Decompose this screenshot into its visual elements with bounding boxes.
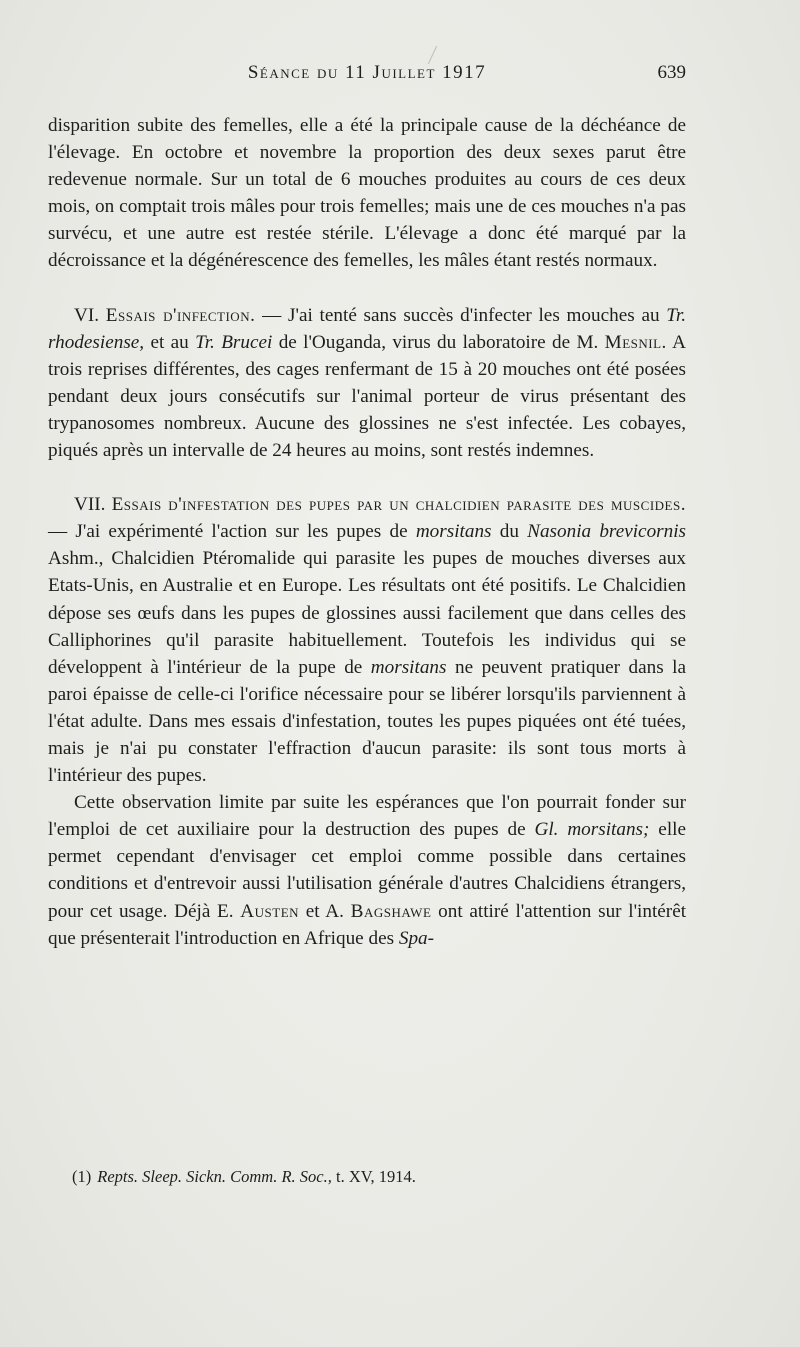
section-vi xyxy=(48,302,686,465)
observation-text-1: Cette observation limite par suite les espérances que l'on pourrait fonder sur l'emploi de cet auxiliaire pour la destruction des pupes de xyxy=(48,792,686,841)
section-vii-text-3: Ashm., Chalcidien Ptéromalide qui parasite les pupes de mouches diverses aux Etats-Unis, en Australie et en Europe. Les résultats ont été positifs. Le Chalcidien dépose ses œufs dans les pupes de glossines aussi facilement que dans celles des Calliphorines qu'il parasite habituellement. Toutefois les individus qui se développent à l'intérieur de la pupe de xyxy=(48,548,686,678)
section-vi-text-3: de l'Ouganda, virus du laboratoire de M. xyxy=(278,331,599,353)
section-vii-number: VII. xyxy=(74,494,106,516)
section-vii-text-2: du xyxy=(499,521,519,543)
species-nasonia: Nasonia brevicornis xyxy=(527,521,687,543)
species-morsitans-2: morsitans xyxy=(370,656,447,678)
section-vi-title: Essais d'infection. xyxy=(105,304,256,326)
section-vi-dash: — xyxy=(262,304,282,326)
footnote-reference: Repts. Sleep. Sickn. Comm. R. Soc., xyxy=(97,1167,332,1186)
running-title: Séance du 11 Juillet 1917 xyxy=(247,62,487,83)
species-rhodesiense: Tr. rhodesiense, xyxy=(48,304,687,353)
genus-spa-hyphenated: Spa- xyxy=(398,927,435,949)
section-vii xyxy=(48,491,686,789)
species-gl-morsitans: Gl. morsitans; xyxy=(534,819,650,841)
paragraph-observation xyxy=(48,789,686,952)
observation-text-2: elle permet cependant d'envisager cet emploi comme possible dans certaines conditions et d'entrevoir aussi l'utilisation générale d'autres Chalcidiens étrangers, pour cet usage. Déjà E. xyxy=(48,819,686,922)
observation-text-4: ont attiré l'attention sur l'intérêt que présenterait l'introduction en Afrique des xyxy=(48,900,687,949)
section-vi-text-1: J'ai tenté sans succès d'infecter les mouches au xyxy=(288,304,660,326)
section-vii-dash: — xyxy=(48,521,68,543)
page-number: 639 xyxy=(657,62,686,83)
footnote-volume: t. XV, 1914. xyxy=(335,1167,416,1186)
section-vi-number: VI. xyxy=(74,304,100,326)
section-vi-text-4: A trois reprises différentes, des cages renfermant de 15 à 20 mouches ont été posées pendant deux jours consécutifs sur l'animal porteur de virus présentant des trypanosomes nombreux. Aucune des glossines ne s'est infectée. Les cobayes, piqués après un intervalle de 24 heures au moins, sont restés indemnes. xyxy=(48,331,686,462)
footnote-marker: (1) xyxy=(72,1167,92,1186)
observation-text-3: et A. xyxy=(305,900,344,922)
author-name-mesnil: Mesnil. xyxy=(604,331,667,353)
author-name-bagshawe: Bagshawe xyxy=(350,900,432,922)
species-brucei: Tr. Brucei xyxy=(195,331,273,353)
footnote xyxy=(72,1166,672,1188)
species-morsitans: morsitans xyxy=(415,521,492,543)
author-name-austen: Austen xyxy=(240,900,300,922)
section-vii-title: Essais d'infestation des pupes par un chalcidien parasite des muscides. xyxy=(111,494,687,516)
page-header xyxy=(48,62,686,92)
section-vii-text-4: ne peuvent pratiquer dans la paroi épaisse de celle-ci l'orifice nécessaire pour se libérer lorsqu'ils parviennent à l'état adulte. Dans mes essais d'infestation, toutes les pupes piquées ont été tuées, mais je n'ai pu constater l'effraction d'aucun parasite: ils sont tous morts à l'intérieur des pupes. xyxy=(48,656,687,787)
section-vi-text-2: et au xyxy=(150,331,189,353)
body-text xyxy=(48,112,686,952)
section-vii-text-1: J'ai expérimenté l'action sur les pupes de xyxy=(75,521,408,543)
paragraph-continued: disparition subite des femelles, elle a été la principale cause de la déchéance de l'élevage. En octobre et novembre la proportion des deux sexes parut être redevenue normale. Sur un total de 6 mouches produites au cours de ces deux mois, on comptait trois mâles pour trois femelles; mais une de ces mouches n'a pas survécu, et une autre est restée stérile. L'élevage a donc été marqué par la décroissance et la dégénérescence des femelles, les mâles étant restés normaux. xyxy=(48,115,686,272)
